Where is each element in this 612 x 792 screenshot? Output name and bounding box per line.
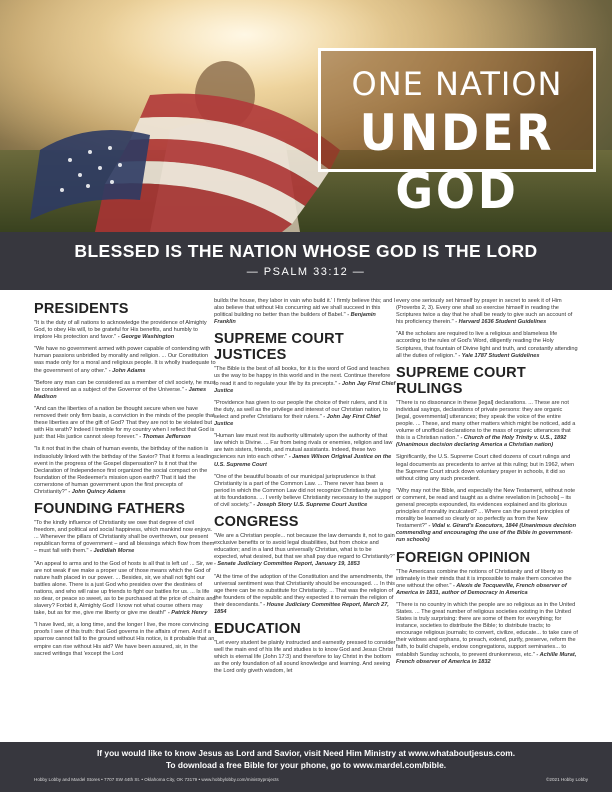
section-heading: CONGRESS [214, 514, 299, 531]
scripture-reference: — PSALM 33:12 — [246, 266, 366, 278]
quote-attribution: - Achille Murat, French observer of America in 1832 [396, 651, 577, 665]
quote-text: every one seriously set himself by prayer in secret to seek it of Him (Proverbs 2, 3). Every one shall so exercise himself in reading the Scriptures twice a day that he shall be ready to give such an account of his proficiency therein." [396, 298, 573, 326]
quote-paragraph [34, 622, 216, 657]
section-heading: FOUNDING FATHERS [34, 501, 186, 518]
quote-text: "Human law must rest its authority ultimately upon the authority of that law which is Divine. ... Far from being rivals or enemies, religion and law are twin sisters, friends, and mutual assistants. Indeed, these two sciences run into each other." [214, 433, 393, 461]
quote-paragraph [34, 446, 216, 496]
quote-attribution: - Church of the Holy Trinity v. U.S., 1892 (Unanimous decision declaring America a Christian nation) [396, 435, 567, 449]
section-heading: SUPREME COURT RULINGS [396, 364, 526, 397]
copyright: ©2021 Hobby Lobby [546, 777, 588, 782]
quote-text: "All the scholars are required to live a religious and blameless life according to the rules of God's Word, diligently reading the Holy Scriptures, that fountain of Divine light and truth, and constantly attending all the duties of religion." [396, 331, 578, 359]
quote-text: "One of the beautiful boasts of our municipal jurisprudence is that Christianity is a part of the Common Law. ... There never has been a period in which the Common Law did not recognize Christianity as lying at its foundations. ... I verily believe Christianity necessary to the support of civil society." [214, 473, 394, 508]
quote-attribution: - Yale 1787 Student Guidelines [456, 352, 540, 359]
quote-paragraph [396, 488, 578, 545]
quote-text: "And can the liberties of a nation be thought secure when we have removed their only firm basis, a conviction in the minds of the people that these liberties are of the gift of God? That they are not to be violated but with His wrath? Indeed I tremble for my country when I reflect that God is just: that His justice cannot sleep forever." [34, 405, 215, 441]
quote-text: "Before any man can be considered as a member of civil society, he must be considered as a subject of the Governor of the Universe." [34, 379, 216, 393]
column-3 [396, 298, 578, 740]
quote-paragraph [34, 406, 216, 441]
quote-paragraph [214, 400, 396, 428]
footer-address: Hobby Lobby and Mardel Stores • 7707 SW 44th St. • Oklahoma City, OK 73179 • www.hobbylobby.com/ministryprojects [34, 777, 279, 782]
title-line-1: ONE NATION [351, 65, 563, 103]
section-heading: EDUCATION [214, 621, 301, 638]
quote-attribution: - Alexis de Tocqueville, French observer of America in 1831, author of Democracy in America [396, 582, 567, 596]
quote-attribution: - James Wilson Original Justice on the U.S. Supreme Court [214, 454, 392, 468]
section-heading: PRESIDENTS [34, 301, 129, 317]
quote-text: builds the house, they labor in vain who build it.' I firmly believe this; and I also believe that without His concurring aid we shall succeed in this political building no better than the builders of Babel." [214, 298, 396, 319]
quote-text: "Why may not the Bible, and especially the New Testament, without note or comment, be read and taught as a divine revelation in [schools] – its general precepts expounded, its evidences explained and its glorious principles of morality inculcated? ... Where can the purest principles of morality be learned so clearly or so perfectly as from the New Testament?" [396, 487, 576, 530]
quote-text: "Let every student be plainly instructed and earnestly pressed to consider well the main end of his life and studies is to know God and Jesus Christ which is eternal life (John 17:3) and therefore to lay Christ in the bottom as the only foundation of all sound knowledge and learning. And seeing the Lord only giveth wisdom, let [214, 640, 396, 675]
quote-paragraph [214, 533, 396, 568]
footer [0, 742, 612, 792]
quote-paragraph [34, 346, 216, 374]
quote-text: "We have no government armed with power capable of contending with human passions unbridled by morality and religion. ... Our Constitution was made only for a moral and religious people. It is wholly inadequate to the government of any other." [34, 346, 216, 374]
quote-text: "Providence has given to our people the choice of their rulers, and it is the duty, as well as the privilege and interest of our Christian nation, to select and prefer Christians for their rulers." [214, 399, 388, 420]
quote-paragraph [214, 298, 396, 326]
quote-attribution: - Harvard 1636 Student Guidelines [453, 319, 547, 326]
footer-ministry-line: If you would like to know Jesus as Lord and Savior, visit Need Him Ministry at www.whataboutjesus.com. [96, 748, 516, 758]
quote-text: "To the kindly influence of Christianity we owe that degree of civil freedom, and political and social happiness, which mankind now enjoys. ... Whenever the pillars of Christianity shall be overthrown, our present republican forms of government – and all blessings which flow from them – must fall with them." [34, 520, 215, 555]
quote-attribution: - John Adams [107, 367, 146, 374]
quote-attribution: - Joseph Story U.S. Supreme Court Justice [251, 501, 368, 508]
verse-banner [0, 232, 612, 290]
quote-attribution: - John Quincy Adams [66, 488, 126, 495]
quote-paragraph [396, 569, 578, 597]
quote-attribution: - Senate Judiciary Committee Report, January 19, 1853 [214, 561, 360, 568]
quote-paragraph [396, 400, 578, 450]
quote-paragraph [214, 366, 396, 394]
quote-paragraph [34, 380, 216, 401]
quote-text: "The Americans combine the notions of Christianity and of liberty so intimately in their minds that it is impossible to make them conceive the one without the other." [396, 568, 572, 589]
quote-text: "There is no dissonance in these [legal] declarations. ... These are not individual sayings, declarations of private persons: they are organic [legal, governmental] utterances; they speak the voice of the entire people. ... These, and many other matters which might be noticed, add a volume of unofficial declarations to the mass of organic utterances that this is a Christian nation." [396, 399, 576, 442]
quote-text: "It is the duty of all nations to acknowledge the providence of Almighty God, to obey His will, to be grateful for His benefits, and humbly to implore His protection and favor." [34, 320, 207, 341]
quote-paragraph [214, 474, 396, 509]
quote-attribution: - Patrick Henry [166, 610, 208, 617]
quote-attribution: - Vidal v. Girard's Executors, 1844 (Unanimous decision commending and encouraging the use of the Bible in government-run schools) [396, 523, 577, 544]
quote-attribution: - Jedidiah Morse [88, 548, 135, 555]
quote-attribution: - Benjamin Franklin [214, 312, 376, 326]
section-heading: SUPREME COURT JUSTICES [214, 331, 344, 364]
quote-paragraph [214, 574, 396, 617]
quote-attribution: - Thomas Jefferson [137, 434, 191, 441]
quote-attribution: - House Judiciary Committee Report, March 27, 1854 [214, 601, 389, 615]
column-1 [34, 298, 216, 740]
column-2 [214, 298, 396, 740]
quote-paragraph [396, 602, 578, 666]
footer-bible-line: To download a free Bible for your phone, go to www.mardel.com/bible. [165, 760, 447, 770]
quote-text: "The Bible is the best of all books, for it is the word of God and teaches us the way to be happy in this world and in the next. Continue therefore to read it and to regulate your life by its precepts." [214, 366, 391, 387]
quote-text: "At the time of the adoption of the Constitution and the amendments, the universal sentiment was that Christianity should be encouraged. ... In this age there can be no substitute for Christianity. ... That was the religion of the founders of the republic and they expected it to remain the religion of their descendants." [214, 573, 395, 608]
quote-text: "I have lived, sir, a long time, and the longer I live, the more convincing proofs I see of this truth: that God governs in the affairs of men. And if a sparrow cannot fall to the ground without His notice, is it probable that an empire can rise without His aid? We have been assured, sir, in the sacred writings that 'except the Lord [34, 622, 215, 657]
quote-paragraph [34, 320, 216, 341]
quote-attribution: - John Jay First Chief Justice [214, 380, 396, 394]
quote-text: Significantly, the U.S. Supreme Court cited dozens of court rulings and legal documents as precedents to arrive at this ruling; but in 1962, when the Supreme Court struck down voluntary prayer in schools, it did so without citing any such precedent. [396, 454, 575, 482]
title-box [318, 48, 596, 220]
quote-attribution: - James Madison [34, 386, 207, 400]
quote-paragraph [214, 640, 396, 675]
hero-image [0, 0, 612, 232]
quote-text: "There is no country in which the people are so religious as in the United States. ... The great number of religious societies existing in the United States is truly surprising: there are some of them for everything; for instance, societies to distribute the Bible; to distribute tracts; to encourage religious journals; to convert, civilize, educate... to take care of their widows and orphans, to preach, extend, purify, preserve, reform the faith, to build chapels, endow congregations, support seminaries... to establish Sunday schools, to prevent drunkenness, etc." [396, 601, 578, 658]
quote-paragraph [214, 433, 396, 468]
quote-paragraph [34, 561, 216, 618]
quote-text: "We are a Christian people... not because the law demands it, not to gain exclusive benefits or to avoid legal disabilities, but from choice and education; and in a land thus universally Christian, what is to be expected, what desired, but that we shall pay due regard to Christianity?" [214, 533, 395, 561]
quote-paragraph [396, 331, 578, 359]
quote-paragraph [34, 520, 216, 555]
title-line-2: UNDER GOD [359, 104, 555, 220]
banner-title: BLESSED IS THE NATION WHOSE GOD IS THE LORD [74, 241, 538, 261]
quote-text: "Is it not that in the chain of human events, the birthday of the nation is indissolubly linked with the birthday of the Savior? That it forms a leading event in the progress of the Gospel dispensation? Is it not that the Declaration of Independence first organized the social compact on the foundation of the Redeemer's mission upon earth? That it laid the cornerstone of human government upon the first precepts of Christianity?" [34, 446, 215, 495]
quote-paragraph [396, 454, 578, 482]
quote-attribution: - George Washington [116, 334, 175, 341]
quote-text: "An appeal to arms and to the God of hosts is all that is left us! ... Sir, we are not weak if we make a proper use of those means which the God of nature hath placed in our power. ... Besides, sir, we shall not fight our battles alone. There is a just God who presides over the destinies of nations, and who will raise up friends to fight our battles for us. ... Is life so dear, or peace so sweet, as to be purchased at the price of chains and slavery? Forbid it, Almighty God! I know not what course others may take, but as for me, give me liberty or give me death!" [34, 560, 216, 617]
quote-paragraph [396, 298, 578, 326]
quote-attribution: - John Jay First Chief Justice [214, 413, 381, 428]
section-heading: FOREIGN OPINION [396, 549, 531, 566]
